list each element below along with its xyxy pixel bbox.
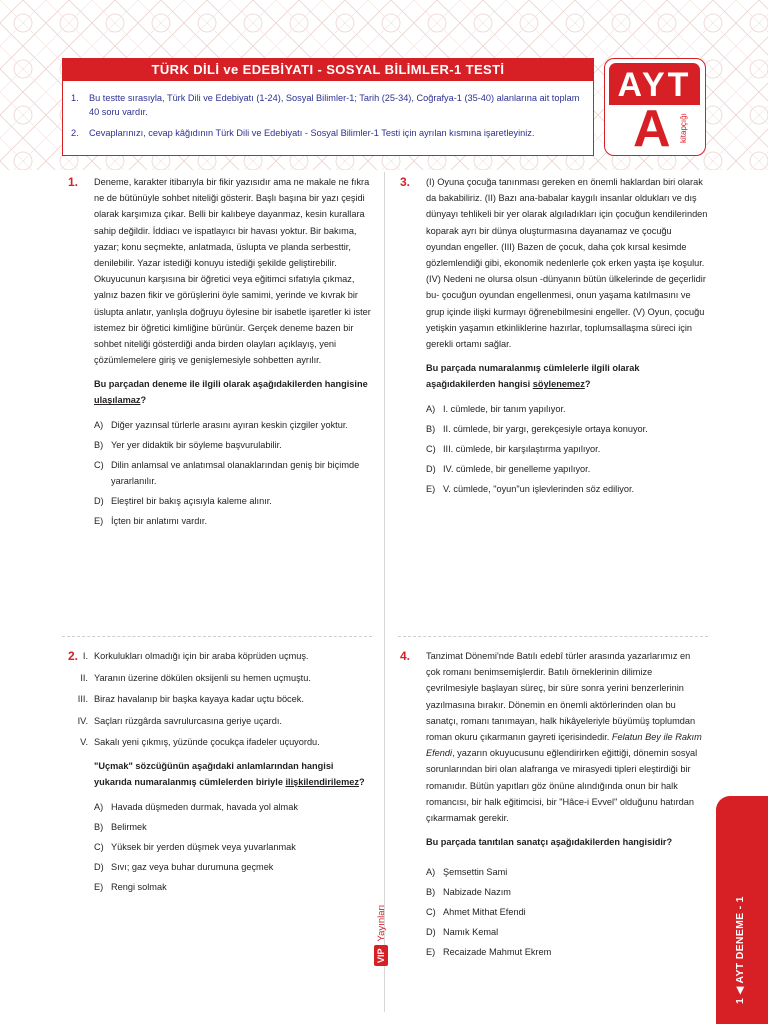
answer-option[interactable]: D) Eleştirel bir bakış açısıyla kaleme alınır.	[94, 496, 272, 507]
answer-option[interactable]: A) Şemsettin Sami	[426, 867, 508, 878]
answer-option[interactable]: C) Ahmet Mithat Efendi	[426, 907, 526, 918]
booklet-letter: A	[633, 100, 671, 158]
question-number: 4.	[400, 649, 411, 663]
question-passage: Tanzimat Dönemi'nde Batılı edebî türler arasında yazarlarımız en çok romanı benimsemişlerdir. Batılı örneklerinin dilimize çevrilmesiyle başlayan süreç, bir süre sonra yerini benzerlerinin yazılmasına bırakır. Dönemin en önemli aktörlerinden olan bu sanatçı, romanı tanımayan, halk hikâyeleriyle büyümüş toplumdan roman okuru çıkarmanın gayreti içerisindedir. Felatun Bey ile Rakım Efendi, yazarın okuyucusunu eğlendirirken eğittiği, dönemin sosyal sorunlarından biri olan alafranga ve mirasyedi tipleri eleştirdiği bir romanıdır. Bütün yapıtları göz önüne alındığında onun bir halk romancısı, bir halk eğitimcisi, bir "Hâce-i Evvel" olduğunu hatırdan çıkarmamak gerekir.	[426, 651, 702, 824]
instruction-item	[71, 91, 583, 119]
question-4	[426, 648, 702, 964]
publisher-badge: VIP	[374, 945, 388, 966]
question-passage: (I) Oyuna çocuğa tanınması gereken en önemli haklardan biri olarak da bakabiliriz. (II) Bazı ana-babalar kaygılı insanlar oldukları ve dış dünyayı tehlikeli bir yer olarak algıladıkları için çocuğun kendilerinden koparak ayrı bir dünya oluşturmasına dayanamaz ve çocuğu oyundan engeller. (III) Bazen de çocuk, daha çok kırsal kesimde gözlemlendiği gibi, ekonomik nedenlerle çok erken yaşta işe koşulur. (IV) Nedeni ne olursa olsun -dünyanın bütün ülkelerinde de geçerlidir bu- çocuğun oyundan engellenmesi, onun yaşama katılmasını ve grup içinde ilişki kurmayı öğrenebilmesini engeller. (V) Oyun, çocuğu yetişkin yaşamın etkinliklerine hazırlar, toplumsallaşma süreci için gerekli ortamı sağlar.	[426, 177, 708, 350]
answer-option[interactable]: C) Yüksek bir yerden düşmek veya yuvarlanmak	[94, 842, 296, 852]
answer-option[interactable]: B) II. cümlede, bir yargı, gerekçesiyle ortaya konuyor.	[426, 424, 648, 435]
instruction-item	[71, 126, 583, 140]
answer-option[interactable]: E) Recaizade Mahmut Ekrem	[426, 947, 552, 958]
answer-option[interactable]: B) Yer yer didaktik bir söyleme başvurulabilir.	[94, 440, 282, 451]
answer-option[interactable]: D) IV. cümlede, bir genelleme yapılıyor.	[426, 464, 591, 475]
question-3	[426, 174, 708, 501]
question-stem: "Uçmak" sözcüğünün aşağıdaki anlamlarından hangisi yukarıda numaralanmış cümlelerden biriyle ilişkilendirilemez?	[94, 761, 365, 787]
answer-option[interactable]: A) I. cümlede, bir tanım yapılıyor.	[426, 404, 566, 415]
test-header	[62, 58, 594, 156]
statement-item: IV. Saçları rüzgârda savrulurcasına geriye uçardı.	[77, 715, 282, 726]
answer-option[interactable]: A) Havada düşmeden durmak, havada yol almak	[94, 802, 298, 812]
question-passage: Deneme, karakter itibarıyla bir fikir yazısıdır ama ne makale ne fıkra ne de bütünüyle sohbet niteliği gösterir. Başlı başına bir yazı çeşidi olarak karşımıza çıkar. Belli bir kalıbeye dayanmaz, kesin kurallara sahip değildir. İddiacı ve ispatlayıcı bir havası yoktur. Bir bakıma, yazar; konu seçmekte, anlatmada, üslupta ve planda serbesttir, denilebilir. Yazar istediği konuyu istediği şekilde geliştirebilir. Okuyucunun karşısına bir öğretici veya eğitimci sıfatıyla çıkmaz, yalnız bazen fikir ve görüşlerini öyle samimi, yerinde ve kıvrak bir üslupta anlatır, yanlışla doğruyu öylesine bir isabetle işaretler ki ister istemez bir öğretici kimliğine bürünür. Gerçek deneme bazen bir sohbet niteliği gösterdiği anda birden olayları açıklayış, yeni çözümlemelere giriş ve genişlemesiyle sohbetten ayrılır.	[94, 177, 371, 366]
answer-option[interactable]: E) V. cümlede, "oyun"un işlevlerinden söz ediliyor.	[426, 484, 635, 495]
test-title: TÜRK DİLİ ve EDEBİYATI - SOSYAL BİLİMLER-1 TESTİ	[63, 59, 593, 81]
answer-option[interactable]: A) Diğer yazınsal türlerle arasını ayıran keskin çizgiler yoktur.	[94, 420, 348, 431]
statement-item: V. Sakalı yeni çıkmış, yüzünde çocukça ifadeler uçuyordu.	[80, 737, 320, 747]
question-number: 1.	[68, 175, 79, 189]
book-title: Felatun Bey ile Rakım Efendi	[426, 732, 702, 759]
answer-options	[426, 401, 708, 497]
statement-item: II. Yaranın üzerine dökülen oksijenli su hemen uçmuştu.	[80, 672, 311, 683]
numbered-statements	[70, 648, 372, 750]
publisher-name: Yayınları	[375, 904, 387, 942]
answer-options	[70, 799, 372, 895]
row-divider-left	[62, 636, 372, 637]
test-instructions	[63, 81, 593, 140]
question-number: 2.	[68, 649, 79, 663]
instruction-number: 2.	[71, 128, 79, 138]
answer-options	[426, 864, 702, 960]
booklet-badge	[604, 58, 706, 156]
row-divider-right	[398, 636, 708, 637]
instruction-text: Bu testte sırasıyla, Türk Dili ve Edebiyatı (1-24), Sosyal Bilimler-1; Tarih (25-34), Coğrafya-1 (35-40) alanlarına ait toplam 40 soru vardır.	[89, 93, 580, 117]
answer-option[interactable]: C) Dilin anlamsal ve anlatımsal olanaklarından geniş bir biçimde yararlanılır.	[94, 460, 360, 487]
answer-option[interactable]: D) Sıvı; gaz veya buhar durumuna geçmek	[94, 862, 274, 872]
exam-side-label: 1 ◀ AYT DENEME - 1	[734, 896, 746, 1004]
question-stem: Bu parçada tanıtılan sanatçı aşağıdakilerden hangisidir?	[426, 837, 673, 848]
question-number: 3.	[400, 175, 411, 189]
answer-option[interactable]: E) Rengi solmak	[94, 882, 167, 892]
answer-options	[94, 417, 372, 529]
answer-option[interactable]: E) İçten bir anlatımı vardır.	[94, 516, 207, 527]
question-stem: Bu parçadan deneme ile ilgili olarak aşağıdakilerden hangisine ulaşılamaz?	[94, 379, 368, 406]
instruction-number: 1.	[71, 93, 79, 103]
answer-option[interactable]: B) Belirmek	[94, 822, 147, 832]
instruction-text: Cevaplarınızı, cevap kâğıdının Türk Dili ve Edebiyatı - Sosyal Bilimler-1 Testi için ayrılan kısmına işaretleyiniz.	[89, 128, 535, 138]
question-2	[70, 648, 372, 899]
statement-item: I. Korkulukları olmadığı için bir araba köprüden uçmuş.	[82, 651, 309, 661]
statement-item: III. Biraz havalanıp bir başka kayaya kadar uçtu böcek.	[77, 694, 304, 704]
answer-option[interactable]: C) III. cümlede, bir karşılaştırma yapılıyor.	[426, 444, 601, 455]
publisher-logo	[370, 862, 398, 972]
exam-side-tab	[716, 796, 768, 1024]
question-stem: Bu parçada numaralanmış cümlelerle ilgili olarak aşağıdakilerden hangisi söylenemez?	[426, 363, 640, 390]
answer-option[interactable]: B) Nabizade Nazım	[426, 887, 511, 898]
exam-type-label: AYT	[609, 63, 700, 105]
question-1	[94, 174, 372, 533]
booklet-label: kitapçığı	[679, 113, 688, 143]
answer-option[interactable]: D) Namık Kemal	[426, 927, 499, 938]
